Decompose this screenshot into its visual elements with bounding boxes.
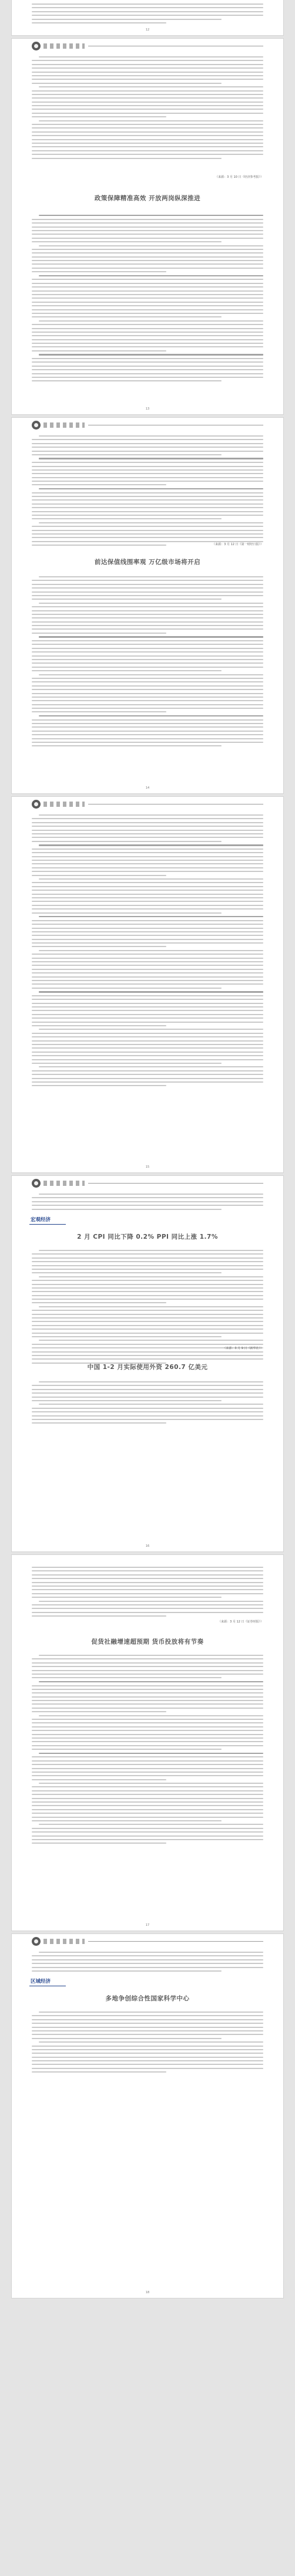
page-header bbox=[32, 422, 263, 428]
document-page bbox=[12, 1176, 283, 1551]
logo-icon bbox=[32, 1179, 41, 1188]
paragraph-block bbox=[32, 4, 263, 26]
page-number: 18 bbox=[145, 2291, 150, 2294]
document-page bbox=[12, 797, 283, 1172]
document-page bbox=[12, 418, 283, 793]
page-number: 13 bbox=[145, 407, 150, 411]
section-heading: 宏观经济 bbox=[29, 1216, 66, 1225]
paragraph-block bbox=[32, 435, 263, 549]
article-source: （来源：3 月 12 日《证券时报》） bbox=[218, 1620, 263, 1624]
paragraph-block bbox=[32, 215, 263, 384]
section-heading: 区域经济 bbox=[29, 1977, 66, 1986]
article-title: 多地争创综合性国家科学中心 bbox=[105, 1995, 190, 2002]
logo-icon bbox=[32, 1937, 41, 1946]
paragraph-block bbox=[32, 1567, 263, 1619]
logo-icon bbox=[32, 42, 41, 50]
page-header bbox=[32, 43, 263, 49]
article-title: 中国 1-2 月实际使用外资 260.7 亿美元 bbox=[87, 1364, 208, 1371]
article-title: 前达保值线围率观 万亿级市场将开启 bbox=[94, 559, 201, 566]
article-title: 促货社融增速超预期 货币投放将有节奏 bbox=[91, 1638, 204, 1645]
paragraph-block bbox=[32, 2012, 263, 2075]
document-page bbox=[12, 39, 283, 414]
document-page bbox=[12, 1555, 283, 1931]
page-number: 14 bbox=[145, 786, 150, 790]
page-number: 12 bbox=[145, 28, 150, 32]
paragraph-block bbox=[32, 814, 263, 1089]
paragraph-block bbox=[32, 1194, 263, 1212]
document-page bbox=[12, 0, 283, 35]
page-number: 17 bbox=[145, 1923, 150, 1927]
paragraph-block bbox=[32, 1655, 263, 1847]
article-title: 2 月 CPI 同比下降 0.2% PPI 同比上涨 1.7% bbox=[77, 1233, 218, 1240]
paragraph-block bbox=[32, 1381, 263, 1426]
paragraph-block bbox=[32, 1952, 263, 1974]
logo-icon bbox=[32, 421, 41, 430]
article-title: 政策保障精准高效 开放两岗纵深推进 bbox=[94, 195, 201, 202]
article-source: （来源：3 月 9 日《新华社》） bbox=[223, 1347, 263, 1350]
page-header bbox=[32, 802, 263, 807]
page-number: 16 bbox=[145, 1544, 150, 1548]
article-source: （来源：3 月 10 日《经济参考报》） bbox=[215, 175, 263, 179]
page-header bbox=[32, 1181, 263, 1186]
paragraph-block bbox=[32, 56, 263, 161]
document-page bbox=[12, 1934, 283, 2298]
page-number: 15 bbox=[145, 1165, 150, 1169]
article-source: （来源：3 月 12 日《第一财经日报》） bbox=[212, 543, 263, 546]
paragraph-block bbox=[32, 576, 263, 749]
page-header bbox=[32, 1939, 263, 1945]
logo-icon bbox=[32, 800, 41, 809]
